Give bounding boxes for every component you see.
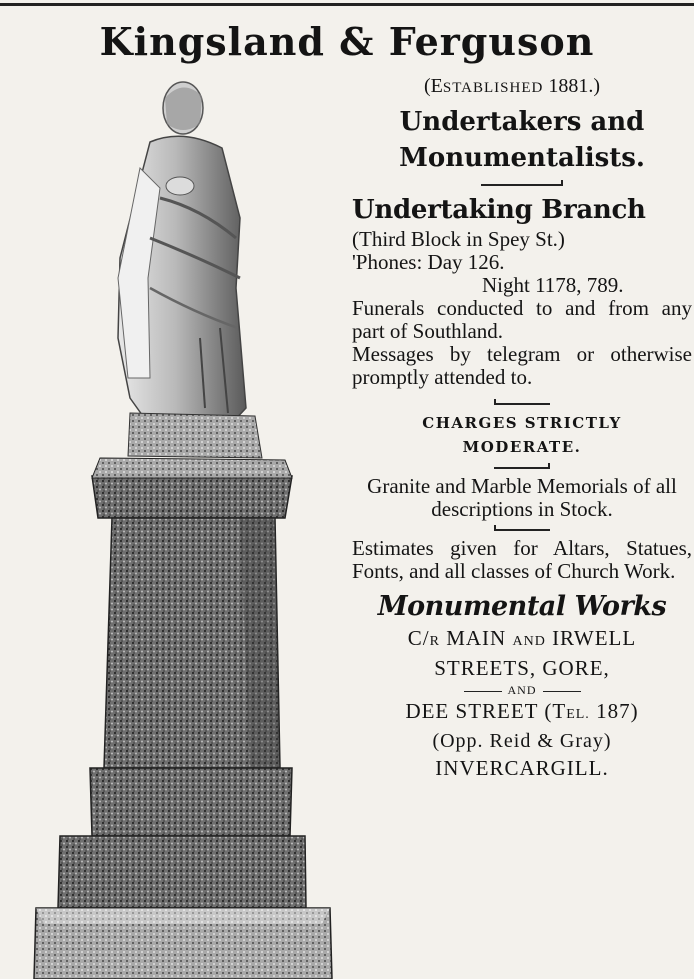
phones-day: 'Phones: Day 126. xyxy=(352,250,505,274)
addr-1c: IRWELL xyxy=(545,626,637,650)
address-line-1 xyxy=(352,625,692,655)
undertaking-title: Undertaking Branch xyxy=(352,195,646,225)
funerals-text: Funerals conducted to and from any part of Southland. xyxy=(352,296,692,343)
addr-1r: R xyxy=(429,634,440,649)
separator-rule xyxy=(494,403,550,405)
estimates-text: Estimates given for Altars, Statues, Fonts, and all classes of Church Work. xyxy=(352,536,692,583)
addr-1and: AND xyxy=(512,634,546,649)
addr-3el: EL. xyxy=(566,707,590,722)
established-year: 1881.) xyxy=(543,75,601,97)
advert-text-column xyxy=(352,70,692,782)
addr-3a: DEE STREET (T xyxy=(405,699,567,723)
top-rule xyxy=(0,3,694,6)
separator-rule xyxy=(481,184,563,186)
page-title: Kingsland & Ferguson xyxy=(99,19,595,64)
charges-line-2: MODERATE. xyxy=(462,438,582,456)
and-divider xyxy=(352,682,692,698)
memorials-text: Granite and Marble Memorials of all descriptions in Stock. xyxy=(367,474,677,521)
dash-left xyxy=(464,691,502,692)
separator-rule xyxy=(494,467,550,469)
established-prefix: (E xyxy=(423,75,443,97)
address-line-3 xyxy=(352,698,692,728)
dash-right xyxy=(543,691,581,692)
charges-line-1: CHARGES STRICTLY xyxy=(422,414,622,432)
statue xyxy=(118,82,262,458)
undertaking-location: (Third Block in Spey St.) xyxy=(352,227,565,251)
established-line xyxy=(332,70,692,104)
and-word: AND xyxy=(507,683,537,697)
phones-night: Night 1178, 789. xyxy=(482,273,624,297)
tagline-line-2: Monumentalists. xyxy=(399,143,645,173)
tagline-line-1: Undertakers and xyxy=(399,107,645,137)
monument-statue-icon xyxy=(0,78,345,979)
addr-1a: C/ xyxy=(407,626,430,650)
established-smallcaps: STABLISHED xyxy=(442,80,544,96)
addr-3b: 187) xyxy=(589,699,639,723)
address-line-5: INVERCARGILL. xyxy=(435,756,609,780)
addr-1b: MAIN xyxy=(439,626,513,650)
messages-text: Messages by telegram or otherwise promptly attended to. xyxy=(352,342,692,389)
monumental-works-title: Monumental Works xyxy=(377,591,667,622)
address-line-4: (Opp. Reid & Gray) xyxy=(432,730,612,752)
separator-rule xyxy=(494,529,550,531)
address-line-2: STREETS, GORE, xyxy=(434,656,610,680)
